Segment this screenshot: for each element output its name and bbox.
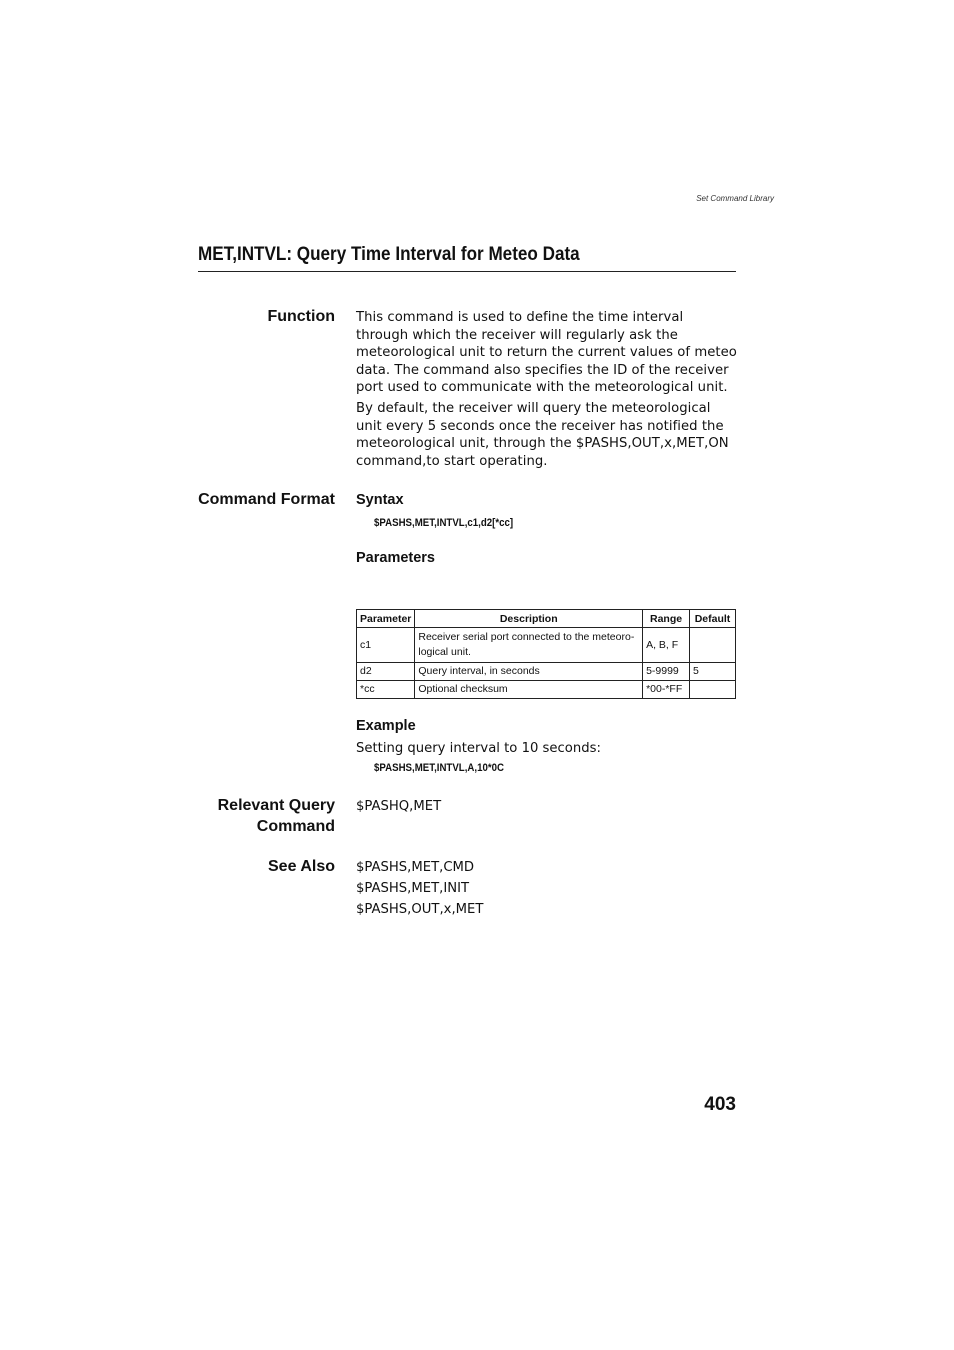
- relevant-query-heading-line-2: Command: [256, 818, 335, 835]
- table-cell: Optional checksum: [415, 681, 643, 699]
- example-text: Setting query interval to 10 seconds:: [356, 741, 601, 756]
- parameters-heading: Parameters: [356, 550, 435, 566]
- table-cell: Receiver serial port connected to the meteoro-logical unit.: [415, 628, 643, 663]
- table-cell: 5: [690, 663, 736, 681]
- see-also-item: $PASHS,MET,CMD: [356, 860, 475, 875]
- function-heading: Function: [267, 308, 335, 325]
- table-row: [357, 681, 736, 699]
- table-cell: d2: [357, 663, 415, 681]
- table-cell: Query interval, in seconds: [415, 663, 643, 681]
- page-number: 403: [704, 1094, 736, 1115]
- syntax-heading: Syntax: [356, 492, 404, 508]
- table-cell: [690, 628, 736, 663]
- table-header-cell: Range: [643, 610, 690, 628]
- relevant-query-heading-line-1: Relevant Query: [217, 797, 335, 814]
- function-paragraph-1: This command is used to define the time interval through which the receiver will regularly ask the meteorological unit to return the current values of meteo data. The command also specifies the ID of the receiver port used to communicate with the meteorological unit.: [356, 310, 737, 396]
- see-also-item: $PASHS,MET,INIT: [356, 881, 470, 896]
- table-cell: *00-*FF: [643, 681, 690, 699]
- table-header-row: [357, 610, 736, 628]
- relevant-query-heading: [150, 795, 335, 837]
- see-also-heading: See Also: [268, 858, 335, 875]
- table-header-cell: Parameter: [357, 610, 415, 628]
- table-cell: *cc: [357, 681, 415, 699]
- function-paragraph-2: By default, the receiver will query the meteorological unit every 5 seconds once the receiver has notified the meteorological unit, through the $PASHS,OUT,x,MET,ON command,to start operating.: [356, 401, 729, 469]
- see-also-item: $PASHS,OUT,x,MET: [356, 902, 484, 917]
- syntax-code: $PASHS,MET,INTVL,c1,d2[*cc]: [374, 517, 514, 529]
- command-format-heading: Command Format: [198, 491, 335, 508]
- table-cell: 5-9999: [643, 663, 690, 681]
- page-title: MET,INTVL: Query Time Interval for Meteo Data: [198, 244, 580, 265]
- table-header-cell: Default: [690, 610, 736, 628]
- example-heading: Example: [356, 718, 416, 734]
- table-cell: A, B, F: [643, 628, 690, 663]
- table-cell: [690, 681, 736, 699]
- parameters-table: [356, 609, 736, 699]
- running-header: Set Command Library: [696, 194, 774, 203]
- table-header-cell: Description: [415, 610, 643, 628]
- see-also-list: [356, 857, 483, 920]
- table-row: [357, 663, 736, 681]
- table-cell: c1: [357, 628, 415, 663]
- table-row: [357, 628, 736, 663]
- example-code: $PASHS,MET,INTVL,A,10*0C: [374, 762, 505, 774]
- relevant-query-value: $PASHQ,MET: [356, 799, 442, 814]
- title-divider: [198, 271, 736, 272]
